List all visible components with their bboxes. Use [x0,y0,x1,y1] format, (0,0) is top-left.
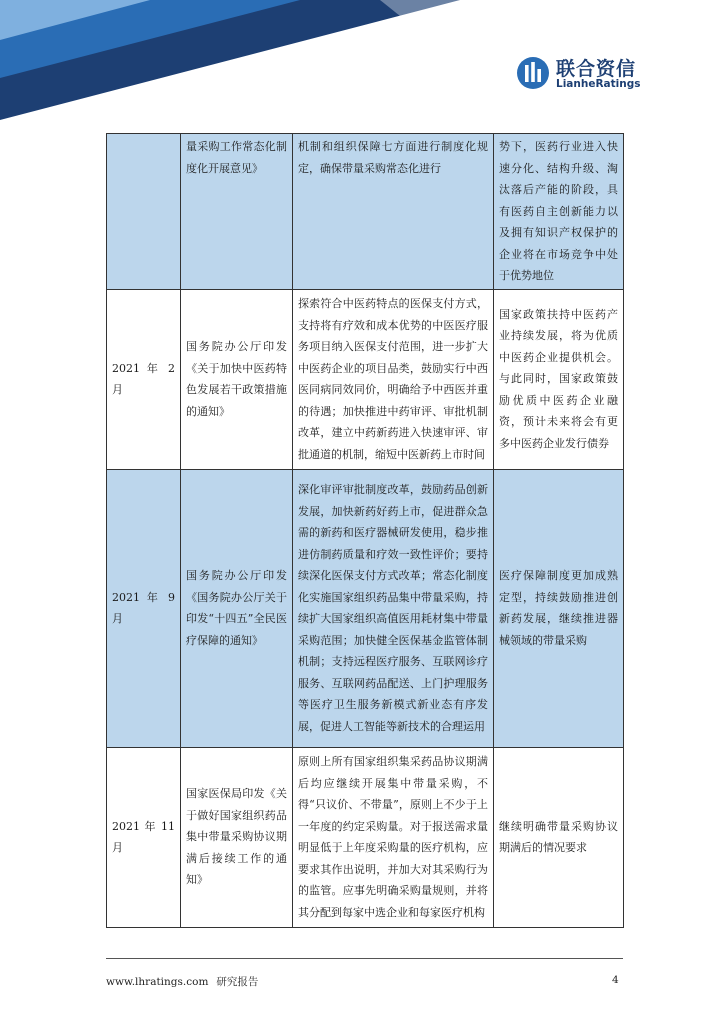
policy-content: 机制和组织保障七方面进行制度化规定，确保带量采购常态化进行 [293,134,494,290]
logo-name-cn: 联合资信 [556,58,637,80]
policy-document: 量采购工作常态化制度化开展意见》 [181,134,293,290]
policy-document: 国务院办公厅印发《国务院办公厅关于印发“十四五”全民医疗保障的通知》 [181,469,293,747]
footer-doc-type: 研究报告 [216,976,259,988]
policy-date [107,134,181,290]
table-row [107,469,624,747]
policy-date: 2021 年 9 月 [107,469,181,747]
table-row [107,289,624,469]
logo-name-en: LianheRatings [556,78,641,90]
policy-table [106,133,624,928]
header-decoration [0,0,460,120]
policy-impact: 继续明确带量采购协议期满后的情况要求 [494,747,624,927]
footer-left [106,974,258,989]
header-triangle-highlight [380,0,460,40]
policy-date: 2021 年 2 月 [107,289,181,469]
page-number: 4 [612,974,619,986]
policy-content: 原则上所有国家组织集采药品协议期满后均应继续开展集中带量采购，不得“只议价、不带量”，原则上不少于上一年度的约定采购量。对于报送需求量明显低于上年度采购量的医疗机构，应要求其作出说明，并加大对其采购行为的监管。应事先明确采购量规则，并将其分配到每家中选企业和每家医疗机构 [293,747,494,927]
policy-impact: 势下，医药行业进入快速分化、结构升级、淘汰落后产能的阶段，具有医药自主创新能力以及拥有知识产权保护的企业将在市场竞争中处于优势地位 [494,134,624,290]
policy-document: 国务院办公厅印发《关于加快中医药特色发展若干政策措施的通知》 [181,289,293,469]
policy-impact: 医疗保障制度更加成熟定型，持续鼓励推进创新药发展，继续推进器械领域的带量采购 [494,469,624,747]
policy-document: 国家医保局印发《关于做好国家组织药品集中带量采购协议期满后接续工作的通知》 [181,747,293,927]
policy-impact: 国家政策扶持中医药产业持续发展，将为优质中医药企业提供机会。与此同时，国家政策鼓励优质中医药企业融资，预计未来将会有更多中医药企业发行债券 [494,289,624,469]
company-logo [516,52,646,96]
policy-date: 2021 年 11 月 [107,747,181,927]
policy-content: 探索符合中医药特点的医保支付方式，支持将有疗效和成本优势的中医医疗服务项目纳入医保支付范围，进一步扩大中医药企业的项目品类，鼓励实行中西医同病同效同价，明确给予中西医并重的待遇；加快推进中药审评、审批机制改革，建立中药新药进入快速审评、审批通道的机制，缩短中医新药上市时间 [293,289,494,469]
table-row [107,134,624,290]
lianhe-logo-icon [516,56,550,90]
footer-divider [106,958,623,959]
website-link[interactable]: www.lhratings.com [106,976,209,988]
table-row [107,747,624,927]
policy-content: 深化审评审批制度改革，鼓励药品创新发展，加快新药好药上市，促进群众急需的新药和医疗器械研发使用，稳步推进仿制药质量和疗效一致性评价；要持续深化医保支付方式改革；常态化制度化实施国家组织药品集中带量采购，持续扩大国家组织高值医用耗材集中带量采购范围；加快健全医保基金监管体制机制；支持远程医疗服务、互联网诊疗服务、互联网药品配送、上门护理服务等医疗卫生服务新模式新业态有序发展，促进人工智能等新技术的合理运用 [293,469,494,747]
